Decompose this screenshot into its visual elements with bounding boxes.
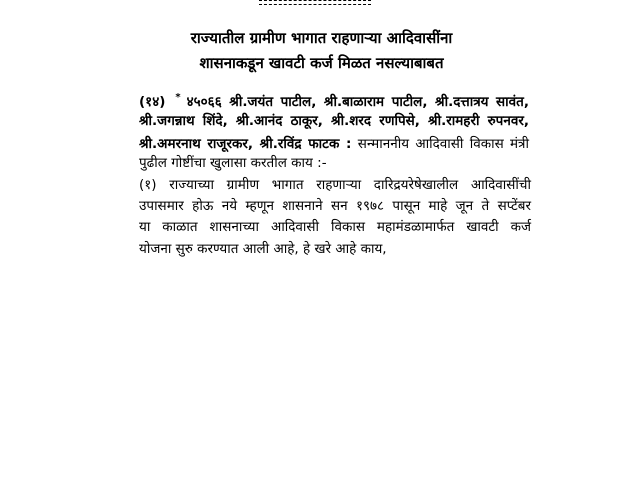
question-number: (१४) (139, 94, 166, 110)
question-members-line-2: श्री.जगन्नाथ शिंदे, श्री.आनंद ठाकूर, श्री.शरद रणपिसे, श्री.रामहरी रुपनवर, (139, 113, 529, 129)
part-1-line-4: योजना सुरु करण्यात आली आहे, हे खरे आहे काय, (139, 241, 387, 257)
question-intro-line: पुढील गोष्टींचा खुलासा करतील काय :- (139, 155, 327, 171)
part-1-line-1: (१) राज्याच्या ग्रामीण भागात राहणाऱ्या दारिद्रयरेषेखालील आदिवासींची (139, 177, 531, 193)
title-line-1: राज्यातील ग्रामीण भागात राहणाऱ्या आदिवासींना (190, 29, 453, 47)
question-members-line-3 (139, 135, 529, 153)
top-separator-line (259, 0, 371, 5)
part-1-line-3: या काळात शासनाच्या आदिवासी विकास महामंडळामार्फत खावटी कर्ज (139, 219, 531, 235)
question-members-line-1: ४५०६६ श्री.जयंत पाटील, श्री.बाळाराम पाटील, श्री.दत्तात्रय सावंत, (186, 94, 529, 110)
title-line-2: शासनाकडून खावटी कर्ज मिळत नसल्याबाबत (199, 54, 444, 72)
question-header-line (139, 89, 529, 111)
part-1-line-2: उपासमार होऊ नये म्हणून शासनाने सन १९७८ पासून माहे जून ते सप्टेंबर (139, 198, 531, 214)
addressed-minister: सन्माननीय आदिवासी विकास मंत्री (357, 136, 530, 152)
question-members-names: श्री.अमरनाथ राजूरकर, श्री.रविंद्र फाटक : (139, 136, 352, 152)
starred-question-marker: * (175, 92, 181, 103)
